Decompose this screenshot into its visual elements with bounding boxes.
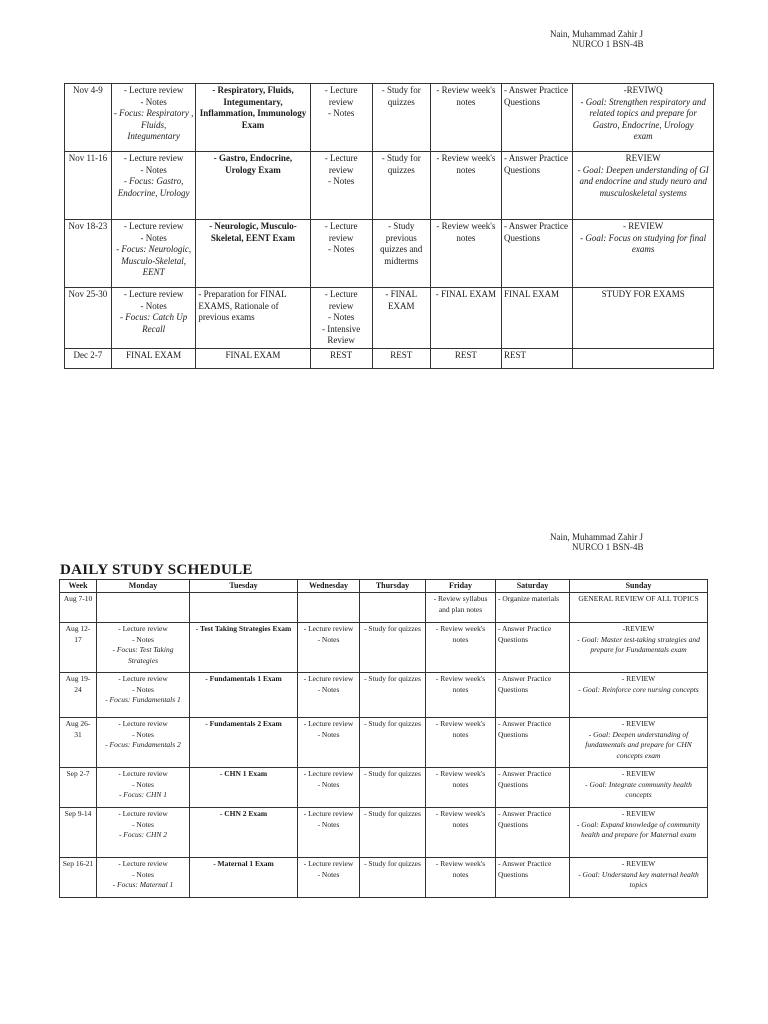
week-label: Nov 11-16 (68, 153, 108, 163)
monday-item: - Notes (140, 164, 167, 175)
monday-item: - Lecture review (118, 624, 168, 633)
tuesday-cell (196, 152, 310, 220)
table-row (65, 348, 714, 368)
wednesday-item: - Notes (317, 779, 340, 789)
thursday-cell (372, 84, 430, 152)
friday-item: - Review week's notes (436, 85, 496, 107)
sunday-item: - Goal: Expand knowledge of community health and prepare for Maternal exam (576, 819, 701, 839)
saturday-cell (496, 768, 570, 808)
week-cell (60, 623, 97, 673)
tuesday-item: FINAL EXAM (225, 349, 281, 360)
tuesday-item: - Gastro, Endocrine, Urology Exam (213, 153, 293, 175)
wednesday-item: - Notes (317, 684, 340, 694)
friday-item: - Review week's notes (436, 221, 496, 243)
column-header: Wednesday (298, 580, 360, 593)
sunday-cell (570, 858, 708, 898)
sunday-item: -REVIEW (622, 624, 655, 633)
monday-item: - Notes (132, 779, 154, 789)
monday-item: - Notes (132, 819, 154, 829)
friday-item: - Review week's notes (435, 674, 486, 694)
week-cell (60, 858, 97, 898)
column-header: Saturday (496, 580, 570, 593)
tuesday-item: - Respiratory, Fluids, Integumentary, Inflammation, Immunology Exam (199, 85, 307, 130)
sunday-item: - Goal: Understand key maternal health topics (578, 869, 699, 889)
week-cell (65, 84, 112, 152)
tuesday-cell (190, 623, 298, 673)
thursday-cell (360, 858, 426, 898)
week-cell (60, 768, 97, 808)
tuesday-cell (196, 348, 310, 368)
monday-item: - Focus: Fundamentals 2 (105, 740, 181, 749)
monday-item: FINAL EXAM (126, 349, 182, 360)
saturday-item: - Answer Practice Questions (504, 153, 569, 175)
wednesday-cell (298, 808, 360, 858)
sunday-cell (570, 808, 708, 858)
monday-item: - Focus: Neurologic, Musculo-Skeletal, EENT (116, 244, 192, 277)
saturday-item: FINAL EXAM (504, 289, 559, 299)
sunday-item: - Goal: Deepen understanding of GI and endocrine and study neuro and musculoskeletal systems (577, 164, 709, 198)
table-row (65, 288, 714, 349)
sunday-cell (570, 673, 708, 718)
monday-cell (97, 623, 190, 673)
course-section: NURCO 1 BSN-4B (572, 542, 644, 552)
monday-item: - Lecture review (118, 719, 168, 728)
monday-item: - Focus: Respiratory , Fluids, Integumentary (113, 108, 194, 141)
monday-item: - Focus: Maternal 1 (112, 880, 174, 889)
table-row (60, 673, 708, 718)
monday-item: - Focus: Fundamentals 1 (105, 695, 181, 704)
week-label: Sep 2-7 (66, 769, 90, 778)
sunday-cell (573, 288, 714, 349)
sunday-item: - REVIEW (621, 674, 656, 683)
friday-cell (426, 808, 496, 858)
monday-cell (111, 348, 196, 368)
wednesday-item: - Notes (327, 312, 355, 322)
thursday-item: - Study previous quizzes and midterms (380, 221, 423, 266)
monday-item: - Lecture review (118, 859, 168, 868)
wednesday-cell (310, 348, 372, 368)
monday-item: - Lecture review (123, 85, 184, 95)
thursday-item: - Study for quizzes (364, 859, 421, 868)
saturday-item: - Answer Practice Questions (498, 719, 552, 739)
wednesday-item: - Notes (317, 819, 340, 829)
monday-item: - Notes (132, 634, 154, 644)
sunday-item: - REVIEW (621, 769, 656, 778)
monday-item: - Lecture review (123, 221, 184, 231)
week-cell (65, 220, 112, 288)
sunday-item: -REVIWQ (623, 85, 663, 95)
wednesday-item: - Lecture review (324, 85, 358, 107)
monday-item: - Lecture review (123, 289, 184, 299)
friday-cell (426, 718, 496, 768)
tuesday-cell (190, 673, 298, 718)
friday-item: - Review week's notes (435, 624, 486, 644)
tuesday-item: - Fundamentals 1 Exam (205, 674, 282, 683)
tuesday-item: - Fundamentals 2 Exam (205, 719, 282, 728)
saturday-cell (496, 673, 570, 718)
wednesday-item: - Notes (327, 108, 355, 118)
saturday-cell (502, 288, 573, 349)
wednesday-item: - Notes (327, 244, 355, 254)
monday-item: - Notes (132, 684, 154, 694)
thursday-item: - Study for quizzes (364, 719, 421, 728)
course-section: NURCO 1 BSN-4B (572, 39, 644, 49)
week-label: Nov 18-23 (68, 221, 108, 231)
saturday-cell (496, 718, 570, 768)
tuesday-cell (196, 220, 310, 288)
thursday-item: - Study for quizzes (381, 153, 421, 175)
sunday-item: - REVIEW (621, 809, 656, 818)
table-row (60, 808, 708, 858)
wednesday-item: - Intensive Review (321, 323, 361, 345)
table-row (60, 718, 708, 768)
table-row (60, 593, 708, 623)
monday-item: - Notes (132, 869, 154, 879)
friday-cell (430, 220, 501, 288)
sunday-item: exam (633, 131, 653, 141)
saturday-cell (496, 808, 570, 858)
thursday-cell (360, 718, 426, 768)
friday-item: REST (454, 349, 477, 360)
thursday-cell (360, 768, 426, 808)
wednesday-cell (310, 84, 372, 152)
wednesday-cell (298, 718, 360, 768)
thursday-cell (360, 673, 426, 718)
tuesday-cell (190, 808, 298, 858)
wednesday-item: - Lecture review (324, 153, 358, 175)
schedule-table-continued (64, 83, 714, 369)
friday-item: - Review week's notes (435, 719, 486, 739)
saturday-cell (496, 623, 570, 673)
thursday-item: - Study for quizzes (364, 624, 421, 633)
friday-item: - Review week's notes (435, 769, 486, 789)
saturday-item: - Answer Practice Questions (504, 221, 569, 243)
monday-cell (97, 593, 190, 623)
monday-item: - Focus: CHN 2 (118, 830, 168, 839)
table-row (60, 623, 708, 673)
wednesday-cell (310, 152, 372, 220)
friday-cell (426, 623, 496, 673)
thursday-cell (360, 593, 426, 623)
wednesday-item: - Lecture review (303, 859, 354, 868)
thursday-cell (372, 220, 430, 288)
week-cell (65, 152, 112, 220)
friday-cell (426, 858, 496, 898)
monday-item: - Focus: Gastro, Endocrine, Urology (117, 176, 190, 198)
sunday-cell (570, 718, 708, 768)
monday-item: - Focus: Catch Up Recall (120, 312, 188, 334)
wednesday-cell (298, 858, 360, 898)
monday-cell (97, 718, 190, 768)
thursday-cell (360, 808, 426, 858)
monday-item: - Notes (140, 300, 167, 311)
column-header: Thursday (360, 580, 426, 593)
saturday-cell (502, 348, 573, 368)
monday-item: - Lecture review (118, 769, 168, 778)
friday-cell (430, 288, 501, 349)
week-cell (60, 718, 97, 768)
friday-item: - FINAL EXAM (435, 289, 496, 299)
sunday-cell (573, 220, 714, 288)
tuesday-item: - Maternal 1 Exam (213, 859, 274, 868)
thursday-cell (372, 288, 430, 349)
friday-item: - Review week's notes (435, 809, 486, 829)
tuesday-item: - CHN 2 Exam (219, 809, 268, 818)
monday-cell (97, 768, 190, 808)
thursday-item: REST (390, 349, 413, 360)
thursday-item: - FINAL EXAM (385, 289, 418, 311)
page-header-bottom (550, 532, 644, 552)
saturday-item: - Answer Practice Questions (504, 85, 569, 107)
wednesday-item: - Lecture review (303, 624, 354, 633)
friday-cell (426, 768, 496, 808)
thursday-cell (372, 152, 430, 220)
week-cell (60, 808, 97, 858)
column-header: Week (60, 580, 97, 593)
thursday-item: - Study for quizzes (381, 85, 421, 107)
saturday-item: - Answer Practice Questions (498, 769, 552, 789)
saturday-cell (496, 593, 570, 623)
wednesday-item: - Lecture review (324, 289, 358, 311)
wednesday-item: - Lecture review (303, 769, 354, 778)
thursday-item: - Study for quizzes (364, 769, 421, 778)
saturday-item: - Organize materials (498, 594, 560, 603)
saturday-cell (502, 152, 573, 220)
column-header: Sunday (570, 580, 708, 593)
tuesday-cell (196, 288, 310, 349)
saturday-item: - Answer Practice Questions (498, 859, 552, 879)
thursday-item: - Study for quizzes (364, 674, 421, 683)
monday-item: - Lecture review (118, 809, 168, 818)
wednesday-item: - Lecture review (303, 719, 354, 728)
sunday-item: - REVIEW (621, 719, 656, 728)
wednesday-cell (298, 623, 360, 673)
sunday-item: GENERAL REVIEW OF ALL TOPICS (578, 594, 699, 603)
wednesday-item: - Lecture review (303, 674, 354, 683)
tuesday-item: - Test Taking Strategies Exam (195, 624, 292, 633)
week-label: Aug 26-31 (65, 719, 91, 739)
week-cell (65, 288, 112, 349)
saturday-item: - Answer Practice Questions (498, 809, 552, 829)
sunday-cell (570, 768, 708, 808)
wednesday-item: - Notes (327, 176, 355, 186)
sunday-item: REVIEW (625, 153, 661, 163)
sunday-cell (573, 348, 714, 368)
monday-item: - Lecture review (118, 674, 168, 683)
sunday-item: STUDY FOR EXAMS (601, 289, 685, 299)
column-header: Tuesday (190, 580, 298, 593)
wednesday-item: REST (330, 349, 353, 360)
week-label: Aug 19-24 (65, 674, 91, 694)
week-label: Dec 2-7 (73, 349, 103, 360)
week-label: Sep 16-21 (62, 859, 94, 868)
sunday-cell (570, 623, 708, 673)
tuesday-item: - Neurologic, Musculo-Skeletal, EENT Exam (209, 221, 297, 243)
table-header-row (60, 580, 708, 593)
saturday-cell (496, 858, 570, 898)
tuesday-cell (190, 593, 298, 623)
wednesday-cell (298, 673, 360, 718)
sunday-item: - Goal: Strengthen respiratory and related topics and prepare for Gastro, Endocrine, Urology (580, 96, 706, 130)
thursday-cell (372, 348, 430, 368)
wednesday-item: - Notes (317, 869, 340, 879)
wednesday-cell (310, 288, 372, 349)
monday-cell (111, 84, 196, 152)
table-row (65, 84, 714, 152)
sunday-item: - Goal: Deepen understanding of fundamentals and prepare for CHN concepts exam (585, 729, 692, 760)
student-name: Nain, Muhammad Zahir J (550, 532, 643, 542)
saturday-item: - Answer Practice Questions (498, 674, 552, 694)
table-row (65, 220, 714, 288)
week-label: Aug 12-17 (65, 624, 91, 644)
tuesday-cell (196, 84, 310, 152)
monday-cell (111, 220, 196, 288)
sunday-cell (573, 84, 714, 152)
wednesday-cell (298, 768, 360, 808)
sunday-item: - REVIEW (623, 221, 664, 231)
thursday-item: - Study for quizzes (364, 809, 421, 818)
table-row (60, 768, 708, 808)
monday-cell (97, 808, 190, 858)
friday-item: - Review week's notes (436, 153, 496, 175)
week-cell (60, 673, 97, 718)
daily-study-schedule-table (59, 579, 708, 898)
friday-cell (426, 593, 496, 623)
column-header: Friday (426, 580, 496, 593)
friday-cell (426, 673, 496, 718)
week-label: Nov 25-30 (68, 289, 108, 299)
monday-item: - Focus: CHN 1 (118, 790, 168, 799)
week-label: Aug 7-10 (63, 594, 93, 603)
wednesday-item: - Notes (317, 634, 340, 644)
monday-cell (97, 673, 190, 718)
wednesday-item: - Lecture review (303, 809, 354, 818)
friday-item: - Review week's notes (435, 859, 486, 879)
thursday-cell (360, 623, 426, 673)
friday-cell (430, 152, 501, 220)
student-name: Nain, Muhammad Zahir J (550, 29, 643, 39)
monday-cell (97, 858, 190, 898)
wednesday-cell (310, 220, 372, 288)
tuesday-cell (190, 858, 298, 898)
sunday-item: - REVIEW (621, 859, 656, 868)
monday-item: - Focus: Test Taking Strategies (112, 645, 174, 665)
saturday-item: - Answer Practice Questions (498, 624, 552, 644)
tuesday-cell (190, 718, 298, 768)
table-row (60, 858, 708, 898)
saturday-cell (502, 84, 573, 152)
sunday-item: - Goal: Master test-taking strategies and prepare for Fundamentals exam (577, 634, 700, 654)
wednesday-item: - Lecture review (324, 221, 358, 243)
monday-cell (111, 152, 196, 220)
wednesday-item: - Notes (317, 729, 340, 739)
monday-item: - Notes (140, 232, 167, 243)
column-header: Monday (97, 580, 190, 593)
monday-item: - Notes (140, 96, 167, 107)
sunday-item: - Goal: Reinforce core nursing concepts (578, 684, 699, 694)
page-header-top (550, 29, 644, 49)
tuesday-cell (190, 768, 298, 808)
tuesday-item: - Preparation for FINAL EXAMS, Rationale of previous exams (198, 289, 287, 322)
monday-cell (111, 288, 196, 349)
saturday-item: REST (504, 349, 527, 360)
week-label: Sep 9-14 (64, 809, 92, 818)
schedule-title: DAILY STUDY SCHEDULE (60, 562, 253, 578)
wednesday-cell (298, 593, 360, 623)
friday-cell (430, 84, 501, 152)
week-cell (60, 593, 97, 623)
sunday-cell (570, 593, 708, 623)
sunday-cell (573, 152, 714, 220)
friday-item: - Review syllabus and plan notes (433, 594, 488, 614)
monday-item: - Notes (132, 729, 154, 739)
sunday-item: - Goal: Integrate community health concepts (585, 779, 692, 799)
week-cell (65, 348, 112, 368)
tuesday-item: - CHN 1 Exam (219, 769, 268, 778)
week-label: Nov 4-9 (73, 85, 103, 95)
table-row (65, 152, 714, 220)
sunday-item: - Goal: Focus on studying for final exams (580, 232, 707, 254)
friday-cell (430, 348, 501, 368)
saturday-cell (502, 220, 573, 288)
monday-item: - Lecture review (123, 153, 184, 163)
